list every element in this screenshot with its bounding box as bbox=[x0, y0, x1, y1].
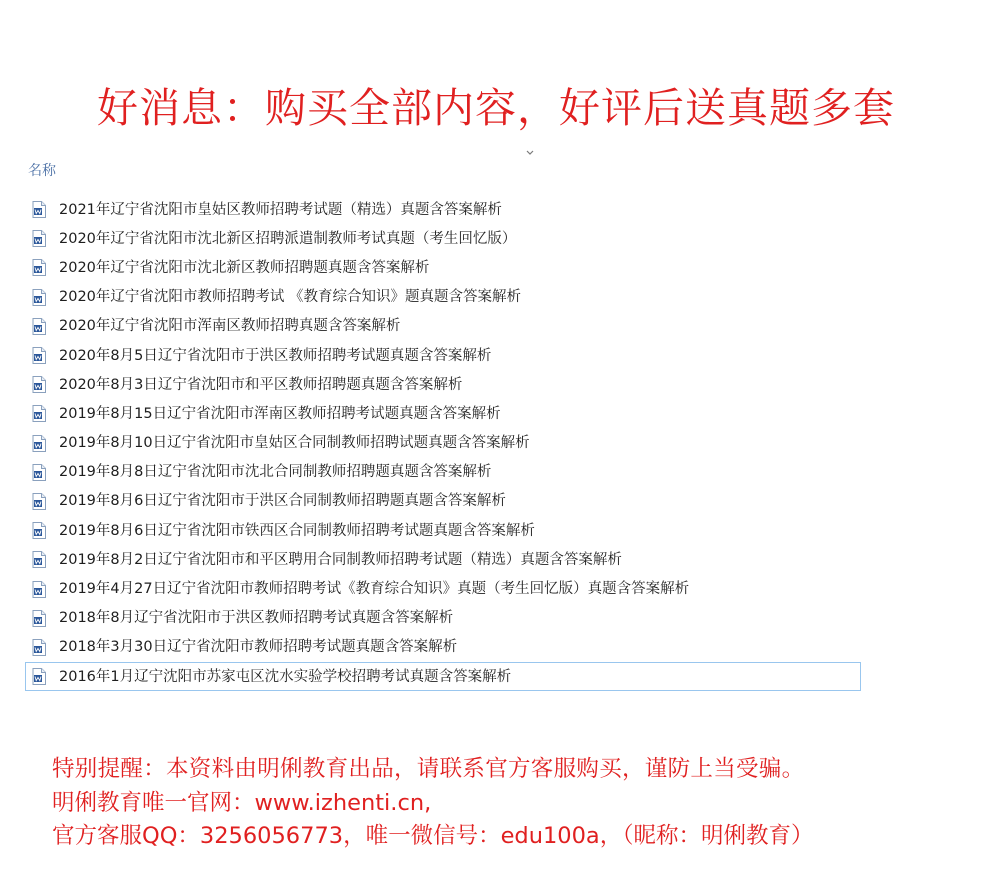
file-name: 2019年8月6日辽宁省沈阳市铁西区合同制教师招聘考试题真题含答案解析 bbox=[59, 522, 535, 539]
word-document-icon bbox=[32, 289, 46, 306]
file-row[interactable] bbox=[25, 341, 861, 370]
file-row[interactable] bbox=[25, 399, 861, 428]
word-document-icon bbox=[32, 259, 46, 276]
word-document-icon bbox=[32, 668, 46, 685]
word-document-icon bbox=[32, 464, 46, 481]
word-document-icon bbox=[32, 639, 46, 656]
file-name: 2020年辽宁省沈阳市教师招聘考试 《教育综合知识》题真题含答案解析 bbox=[59, 289, 522, 306]
notice-contact: 官方客服QQ：3256056773，唯一微信号：edu100a，（昵称：明俐教育） bbox=[52, 823, 814, 849]
file-row[interactable] bbox=[25, 574, 861, 603]
file-name: 2020年8月3日辽宁省沈阳市和平区教师招聘题真题含答案解析 bbox=[59, 376, 463, 393]
file-name: 2020年辽宁省沈阳市沈北新区招聘派遣制教师考试真题（考生回忆版） bbox=[59, 230, 517, 247]
file-name: 2019年8月6日辽宁省沈阳市于洪区合同制教师招聘题真题含答案解析 bbox=[59, 493, 506, 510]
file-name: 2019年8月15日辽宁省沈阳市浑南区教师招聘考试题真题含答案解析 bbox=[59, 405, 501, 422]
file-row[interactable] bbox=[25, 195, 861, 224]
chevron-down-icon[interactable] bbox=[524, 148, 536, 158]
file-row[interactable] bbox=[25, 312, 861, 341]
file-row[interactable] bbox=[25, 604, 861, 633]
file-row[interactable] bbox=[25, 516, 861, 545]
word-document-icon bbox=[32, 347, 46, 364]
word-document-icon bbox=[32, 435, 46, 452]
word-document-icon bbox=[32, 610, 46, 627]
file-name: 2019年8月8日辽宁省沈阳市沈北合同制教师招聘题真题含答案解析 bbox=[59, 464, 492, 481]
word-document-icon bbox=[32, 376, 46, 393]
notice-website: 明俐教育唯一官网：www.izhenti.cn, bbox=[52, 790, 432, 816]
file-list bbox=[25, 195, 861, 691]
word-document-icon bbox=[32, 201, 46, 218]
file-name: 2020年8月5日辽宁省沈阳市于洪区教师招聘考试题真题含答案解析 bbox=[59, 347, 492, 364]
column-header-name[interactable]: 名称 bbox=[28, 163, 56, 179]
file-row[interactable] bbox=[25, 662, 861, 691]
word-document-icon bbox=[32, 493, 46, 510]
word-document-icon bbox=[32, 522, 46, 539]
file-name: 2020年辽宁省沈阳市浑南区教师招聘真题含答案解析 bbox=[59, 318, 401, 335]
file-name: 2016年1月辽宁沈阳市苏家屯区沈水实验学校招聘考试真题含答案解析 bbox=[59, 668, 512, 685]
word-document-icon bbox=[32, 581, 46, 598]
file-row[interactable] bbox=[25, 253, 861, 282]
file-name: 2019年4月27日辽宁省沈阳市教师招聘考试《教育综合知识》真题（考生回忆版）真题含答案解析 bbox=[59, 581, 690, 598]
file-name: 2020年辽宁省沈阳市沈北新区教师招聘题真题含答案解析 bbox=[59, 259, 430, 276]
file-row[interactable] bbox=[25, 283, 861, 312]
word-document-icon bbox=[32, 318, 46, 335]
file-row[interactable] bbox=[25, 458, 861, 487]
file-row[interactable] bbox=[25, 633, 861, 662]
file-name: 2019年8月2日辽宁省沈阳市和平区聘用合同制教师招聘考试题（精选）真题含答案解析 bbox=[59, 551, 622, 568]
promo-headline: 好消息：购买全部内容，好评后送真题多套 bbox=[97, 84, 895, 132]
file-row[interactable] bbox=[25, 429, 861, 458]
word-document-icon bbox=[32, 230, 46, 247]
file-row[interactable] bbox=[25, 370, 861, 399]
file-name: 2018年3月30日辽宁省沈阳市教师招聘考试题真题含答案解析 bbox=[59, 639, 458, 656]
word-document-icon bbox=[32, 551, 46, 568]
file-name: 2021年辽宁省沈阳市皇姑区教师招聘考试题（精选）真题含答案解析 bbox=[59, 201, 502, 218]
file-row[interactable] bbox=[25, 487, 861, 516]
notice-warning: 特别提醒：本资料由明俐教育出品，请联系官方客服购买，谨防上当受骗。 bbox=[52, 756, 805, 782]
file-row[interactable] bbox=[25, 224, 861, 253]
word-document-icon bbox=[32, 405, 46, 422]
file-name: 2019年8月10日辽宁省沈阳市皇姑区合同制教师招聘试题真题含答案解析 bbox=[59, 435, 530, 452]
file-row[interactable] bbox=[25, 545, 861, 574]
file-name: 2018年8月辽宁省沈阳市于洪区教师招聘考试真题含答案解析 bbox=[59, 610, 454, 627]
